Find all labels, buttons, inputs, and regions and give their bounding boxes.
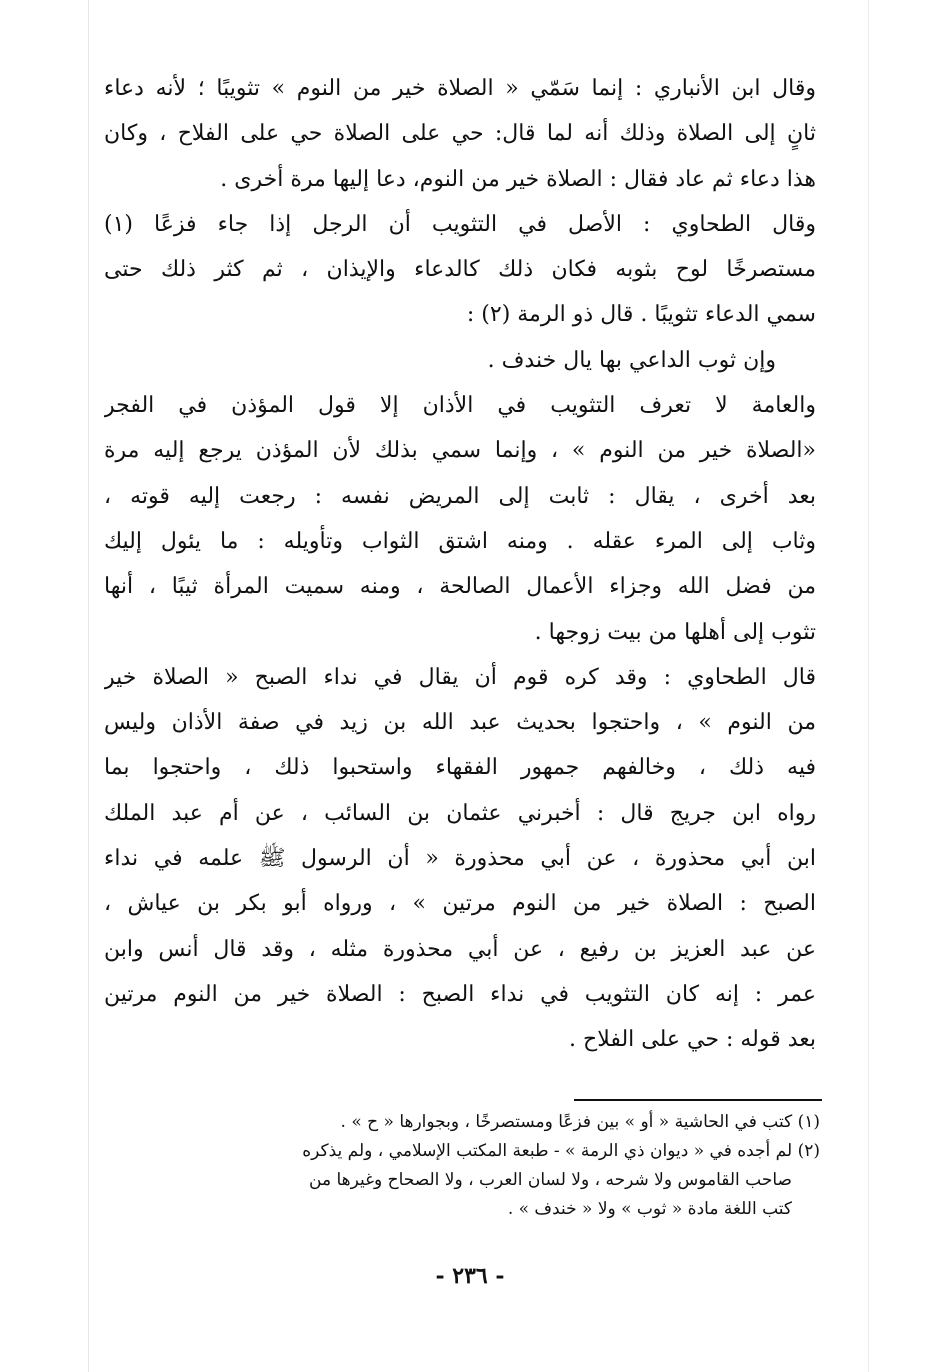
text-line: بعد أخرى ، يقال : ثابت إلى المريض نفسه : رجعت إليه قوته ،	[104, 483, 816, 509]
text-line: الصبح : الصلاة خير من النوم مرتين » ، ورواه أبو بكر بن عياش ،	[104, 891, 816, 917]
text-line: ابن أبي محذورة ، عن أبي محذورة « أن الرسول ﷺ علمه في نداء	[104, 846, 816, 872]
text-line: قال الطحاوي : وقد كره قوم أن يقال في نداء الصبح « الصلاة خير	[104, 664, 816, 690]
text-line: هذا دعاء ثم عاد فقال : الصلاة خير من النوم، دعا إليها مرة أخرى .	[220, 166, 816, 192]
poetry-verse	[104, 338, 816, 383]
text-line: من النوم » ، واحتجوا بحديث عبد الله بن زيد في صفة الأذان وليس	[104, 710, 816, 736]
text-line: بعد قوله : حي على الفلاح .	[569, 1027, 816, 1053]
footnote-line: (١) كتب في الحاشية « أو » بين فزعًا ومستصرخًا ، وبجوارها « ح » .	[340, 1112, 820, 1132]
paragraph-2	[104, 202, 816, 338]
text-line: وثاب إلى المرء عقله . ومنه اشتق الثواب وتأويله : ما يئول إليك	[104, 528, 816, 554]
scan-margin-mark-left	[88, 0, 89, 1372]
text-line: رواه ابن جريج قال : أخبرني عثمان بن السائب ، عن أم عبد الملك	[104, 800, 816, 826]
page-number: - ٢٣٦ -	[435, 1263, 505, 1289]
text-line: وقال الطحاوي : الأصل في التثويب أن الرجل إذا جاء فزعًا (١)	[104, 211, 816, 237]
footnote-line: كتب اللغة مادة « ثوب » ولا « خندف » .	[507, 1199, 792, 1219]
footnote-line: (٢) لم أجده في « ديوان ذي الرمة » - طبعة المكتب الإسلامي ، ولم يذكره	[302, 1141, 820, 1161]
footnote-separator	[574, 1099, 822, 1101]
text-line: تثوب إلى أهلها من بيت زوجها .	[534, 619, 816, 645]
text-line: عن عبد العزيز بن رفيع ، عن أبي محذورة مثله ، وقد قال أنس وابن	[104, 936, 816, 962]
text-line: مستصرخًا لوح بثوبه فكان ذلك كالدعاء والإيذان ، ثم كثر ذلك حتى	[104, 257, 816, 283]
text-line: وقال ابن الأنباري : إنما سَمّي « الصلاة خير من النوم » تثويبًا ؛ لأنه دعاء	[104, 76, 816, 101]
scan-margin-mark-right	[868, 0, 869, 1372]
paragraph-4	[104, 655, 816, 1063]
footnotes	[104, 1108, 820, 1224]
footnote-1	[104, 1108, 820, 1137]
text-line: وإن ثوب الداعي بها يال خندف .	[487, 347, 776, 373]
main-text	[104, 66, 816, 1063]
text-line: فيه ذلك ، وخالفهم جمهور الفقهاء واستحبوا ذلك ، واحتجوا بما	[104, 755, 816, 781]
text-line: «الصلاة خير من النوم » ، وإنما سمي بذلك لأن المؤذن يرجع إليه مرة	[104, 438, 816, 464]
paragraph-1	[104, 66, 816, 202]
text-line: والعامة لا تعرف التثويب في الأذان إلا قول المؤذن في الفجر	[104, 393, 816, 419]
footnote-2	[104, 1137, 820, 1224]
text-line: عمر : إنه كان التثويب في نداء الصبح : الصلاة خير من النوم مرتين	[104, 981, 816, 1007]
paragraph-3	[104, 383, 816, 655]
footnote-line: صاحب القاموس ولا شرحه ، ولا لسان العرب ، ولا الصحاح وغيرها من	[309, 1170, 792, 1190]
text-line: ثانٍ إلى الصلاة وذلك أنه لما قال: حي على الصلاة حي على الفلاح ، وكان	[104, 121, 816, 147]
text-line: من فضل الله وجزاء الأعمال الصالحة ، ومنه سميت المرأة ثيبًا ، أنها	[104, 574, 816, 600]
text-line: سمي الدعاء تثويبًا . قال ذو الرمة (٢) :	[466, 302, 816, 328]
